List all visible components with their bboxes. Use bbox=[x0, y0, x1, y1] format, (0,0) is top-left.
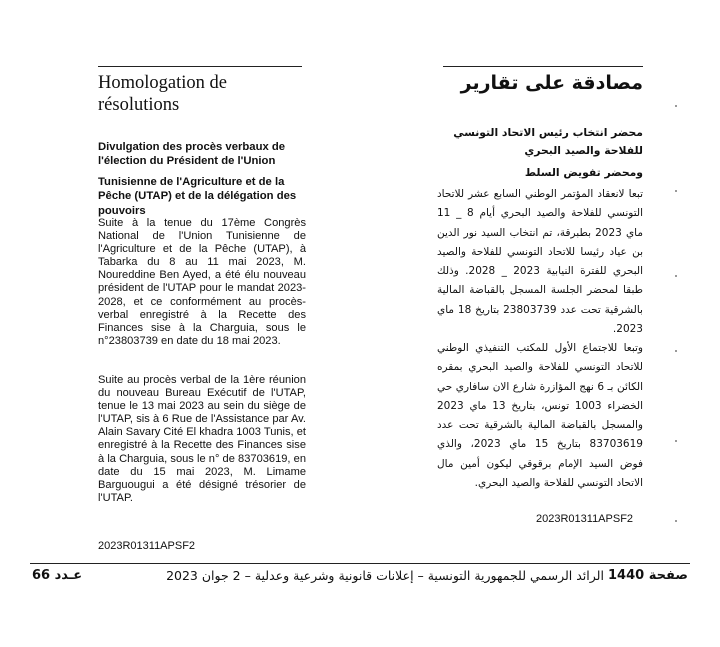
footer-page-number: صفحة 1440 bbox=[608, 568, 688, 583]
margin-mark bbox=[675, 190, 677, 192]
margin-mark bbox=[675, 105, 677, 107]
footer-publication-title: الرائد الرسمي للجمهورية التونسية – إعلانات قانونية وشرعية وعدلية – 2 جوان 2023 bbox=[166, 568, 604, 583]
arabic-section-title: مصادقة على تقارير bbox=[460, 72, 643, 94]
margin-mark bbox=[675, 275, 677, 277]
french-subtitle-2: Tunisienne de l'Agriculture et de la Pêche (UTAP) et de la délégation des pouvoirs bbox=[98, 176, 297, 217]
french-paragraph-2: Suite au procès verbal de la 1ère réunion du nouveau Bureau Exécutif de l'UTAP, tenue le 13 mai 2023 au sein du siège de l'UTAP, sis à 6 Rue de l'Assistance par Av. Alain Savary Cité El khadra 1003 Tunis, et enregistré à la Recette des Finances sise à la Charguia, sous le n° de 83703619, en date du 15 mai 2023, M. Limame Barguougui a été désigné trésorier de l'UTAP. bbox=[98, 374, 306, 504]
arabic-reference-code: 2023R01311APSF2 bbox=[536, 513, 634, 525]
arabic-paragraph-2: وتبعا للاجتماع الأول للمكتب التنفيذي الوطني للاتحاد التونسي للفلاحة والصيد البحري بمقره الكائن بـ 6 نهج المؤازرة شارع الان سافاري حي الخضراء 1003 تونس، بتاريخ 13 ماي 2023 والمسجل بالقباضة المالية بالشرقية تحت عدد 83703619 بتاريخ 15 ماي 2023، والذي فوض السيد الإمام برقوقي ليكون أمين مال الاتحاد التونسي للفلاحة والصيد البحري. bbox=[437, 342, 643, 490]
french-title-rule bbox=[98, 66, 302, 67]
french-reference-code: 2023R01311APSF2 bbox=[98, 540, 196, 552]
margin-mark bbox=[675, 440, 677, 442]
footer-issue-number: عـدد 66 bbox=[32, 568, 83, 583]
arabic-heading-1: محضر انتخاب رئيس الاتحاد التونسي للفلاحة والصيد البحري bbox=[453, 126, 643, 157]
french-section-title: Homologation de résolutions bbox=[98, 73, 227, 115]
french-paragraph-1: Suite à la tenue du 17ème Congrès National de l'Union Tunisienne de l'Agriculture et de la Pêche (UTAP), à Tabarka du 8 au 11 mai 2023, M. Noureddine Ben Ayed, a été élu nouveau président de l'UTAP pour le mandat 2023-2028, et ce conformément au procès-verbal enregistré à la Recette des Finances sise à la Charguia, sous le n°23803739 en date du 18 mai 2023. bbox=[98, 217, 306, 347]
margin-mark bbox=[675, 350, 677, 352]
french-subtitle-1: Divulgation des procès verbaux de l'élection du Président de l'Union bbox=[98, 141, 286, 168]
arabic-heading-2: ومحضر تفويض السلط bbox=[524, 166, 643, 179]
arabic-title-rule bbox=[443, 66, 643, 67]
footer-rule bbox=[30, 563, 690, 564]
arabic-paragraph-1: تبعا لانعقاد المؤتمر الوطني السابع عشر للاتحاد التونسي للفلاحة والصيد البحري أيام 8 _ 11 ماي 2023 بطبرقة، تم انتخاب السيد نور الدين بن عياد رئيسا للاتحاد التونسي للفلاحة والصيد البحري للفترة النيابية 2023 _ 2028. وذلك طبقا لمحضر الجلسة المسجل بالقباضة المالية بالشرقية تحت عدد 23803739 بتاريخ 18 ماي 2023. bbox=[437, 188, 643, 336]
margin-mark bbox=[675, 520, 677, 522]
